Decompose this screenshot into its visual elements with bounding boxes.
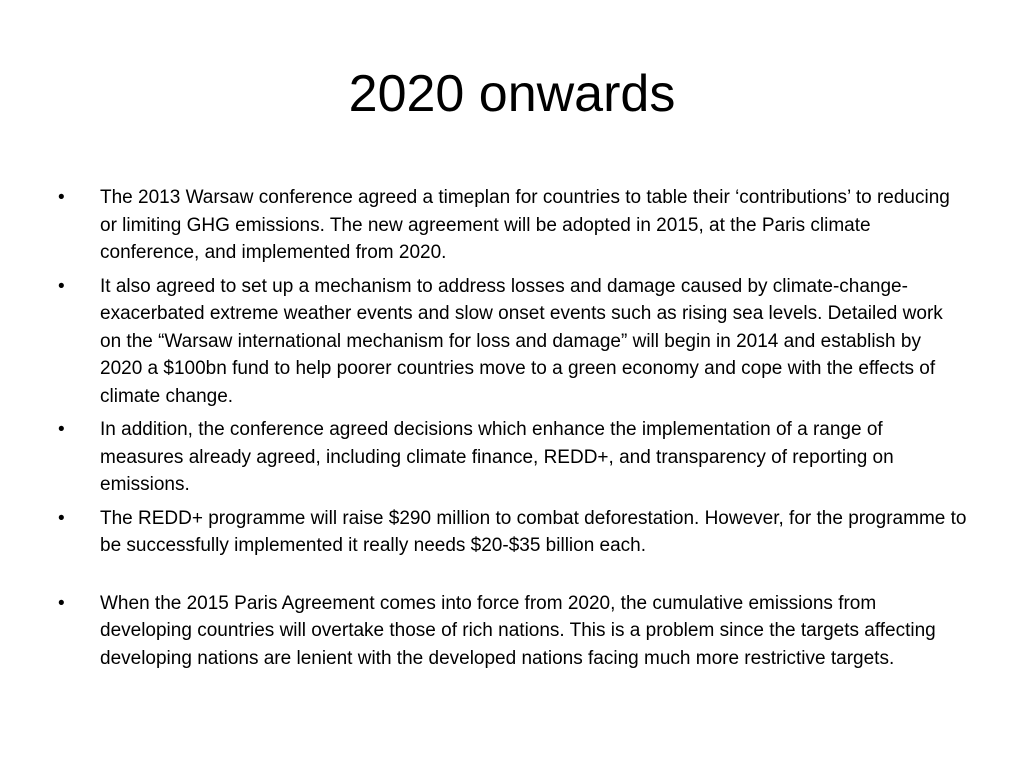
bullet-text: It also agreed to set up a mechanism to address losses and damage caused by climate-change-exacerbated extreme weather events and slow onset events such as rising sea levels. Detailed work on the “Warsaw international mechanism for loss and damage” will begin in 2014 and establish by 2020 a $100bn fund to help poorer countries move to a green economy and cope with the effects of climate change. xyxy=(100,275,943,407)
bullet-item xyxy=(58,273,968,411)
bullet-marker: • xyxy=(58,275,65,297)
bullet-text: The REDD+ programme will raise $290 million to combat deforestation. However, for the programme to be successfully implemented it really needs $20-$35 billion each. xyxy=(100,507,967,556)
bullet-text: When the 2015 Paris Agreement comes into force from 2020, the cumulative emissions from developing countries will overtake those of rich nations. This is a problem since the targets affecting developing nations are lenient with the developed nations facing much more restrictive targets. xyxy=(100,592,936,669)
bullet-marker: • xyxy=(58,419,65,440)
slide-title: 2020 onwards xyxy=(348,65,676,123)
bullet-item xyxy=(58,505,968,560)
bullet-marker: • xyxy=(58,592,65,614)
bullet-text: In addition, the conference agreed decisions which enhance the implementation of a range of measures already agreed, including climate finance, REDD+, and transparency of reporting on emissions. xyxy=(100,419,894,495)
bullet-item xyxy=(58,590,968,673)
bullet-item xyxy=(58,184,968,267)
bullet-item xyxy=(58,416,968,499)
bullet-marker: • xyxy=(58,187,65,208)
bullet-marker: • xyxy=(58,507,65,529)
bullet-text: The 2013 Warsaw conference agreed a timeplan for countries to table their ‘contributions’ to reducing or limiting GHG emissions. The new agreement will be adopted in 2015, at the Paris climate conference, and implemented from 2020. xyxy=(100,187,950,263)
bullet-list xyxy=(58,184,968,678)
